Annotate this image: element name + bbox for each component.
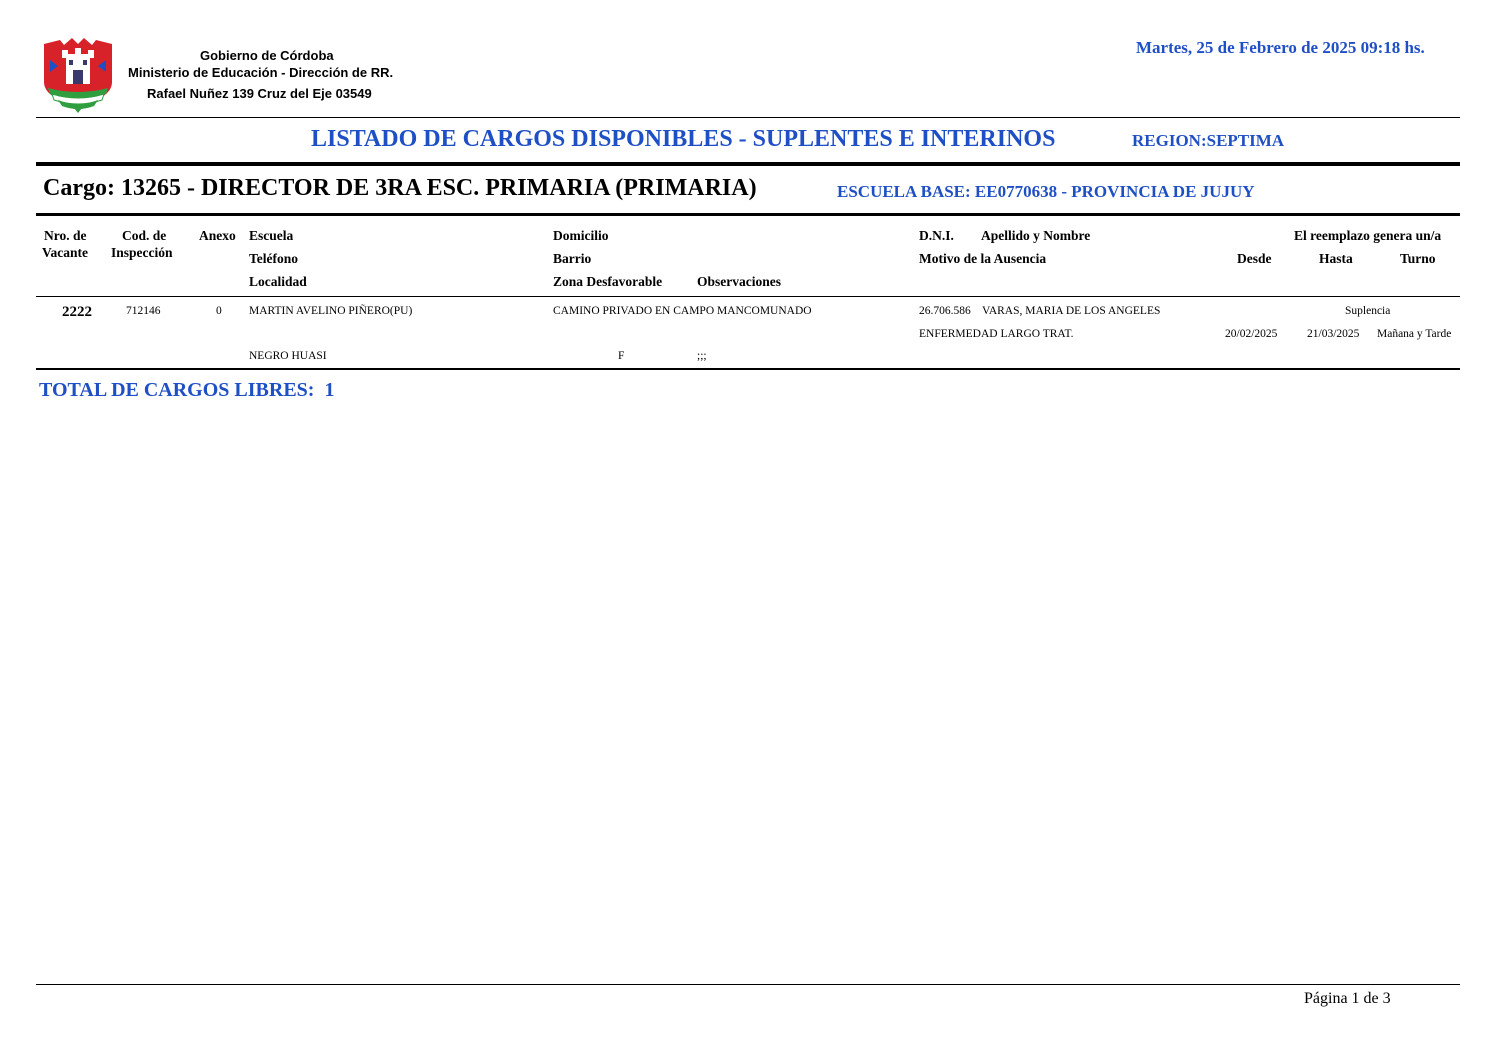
row-anexo: 0	[216, 305, 222, 317]
coat-of-arms-logo	[40, 36, 116, 114]
row-observaciones: ;;;	[697, 350, 707, 362]
col-localidad: Localidad	[249, 274, 307, 289]
header-divider	[36, 117, 1460, 118]
col-turno: Turno	[1400, 251, 1436, 266]
col-nro-line2: Vacante	[42, 245, 88, 260]
cargo-value: 13265 - DIRECTOR DE 3RA ESC. PRIMARIA (PRIMARIA)	[120, 175, 757, 201]
cargo-divider	[36, 213, 1460, 216]
row-tipo: Suplencia	[1345, 305, 1391, 317]
col-motivo: Motivo de la Ausencia	[919, 251, 1047, 266]
title-divider	[36, 162, 1460, 166]
header-row-divider	[36, 296, 1460, 297]
col-escuela: Escuela	[249, 228, 294, 243]
row-dni: 26.706.586	[919, 305, 971, 317]
col-apellido: Apellido y Nombre	[981, 228, 1091, 243]
cargo-heading	[43, 175, 757, 202]
org-name: Gobierno de Córdoba	[200, 48, 334, 63]
report-title: LISTADO DE CARGOS DISPONIBLES - SUPLENTES E INTERINOS	[311, 126, 1056, 152]
row-nro: 2222	[62, 304, 92, 320]
row-motivo: ENFERMEDAD LARGO TRAT.	[919, 328, 1074, 340]
col-telefono: Teléfono	[249, 251, 299, 266]
row-localidad: NEGRO HUASI	[249, 350, 327, 362]
row-domicilio: CAMINO PRIVADO EN CAMPO MANCOMUNADO	[553, 305, 812, 317]
col-barrio: Barrio	[553, 251, 592, 266]
report-datetime: Martes, 25 de Febrero de 2025 09:18 hs.	[1136, 38, 1425, 57]
col-cod-line2: Inspección	[111, 245, 173, 260]
row-turno: Mañana y Tarde	[1377, 328, 1452, 340]
col-hasta: Hasta	[1319, 251, 1353, 266]
row-desde: 20/02/2025	[1225, 328, 1278, 340]
col-zona: Zona Desfavorable	[553, 274, 663, 289]
coat-of-arms-icon	[40, 36, 116, 114]
org-address: Rafael Nuñez 139 Cruz del Eje 03549	[147, 86, 372, 101]
cargo-label: Cargo:	[43, 175, 115, 201]
row-apellido: VARAS, MARIA DE LOS ANGELES	[982, 305, 1161, 317]
footer-divider	[36, 984, 1460, 985]
region-label: REGION:SEPTIMA	[1132, 131, 1285, 150]
row-zona: F	[618, 350, 625, 362]
total-cargos: TOTAL DE CARGOS LIBRES: 1	[39, 379, 335, 401]
table-bottom-divider	[36, 368, 1460, 370]
row-escuela: MARTIN AVELINO PIÑERO(PU)	[249, 305, 413, 317]
col-domicilio: Domicilio	[553, 228, 609, 243]
col-dni: D.N.I.	[919, 228, 954, 243]
col-anexo: Anexo	[199, 228, 236, 243]
col-nro-line1: Nro. de	[44, 228, 87, 243]
row-hasta: 21/03/2025	[1307, 328, 1360, 340]
col-reemplazo: El reemplazo genera un/a	[1294, 228, 1442, 243]
row-cod: 712146	[126, 305, 161, 317]
escuela-base: ESCUELA BASE: EE0770638 - PROVINCIA DE JUJUY	[837, 182, 1255, 201]
page-number: Página 1 de 3	[1304, 990, 1391, 1007]
col-observaciones: Observaciones	[697, 274, 781, 289]
org-ministry: Ministerio de Educación - Dirección de RR.	[128, 65, 394, 80]
col-desde: Desde	[1237, 251, 1272, 266]
col-cod-line1: Cod. de	[122, 228, 167, 243]
